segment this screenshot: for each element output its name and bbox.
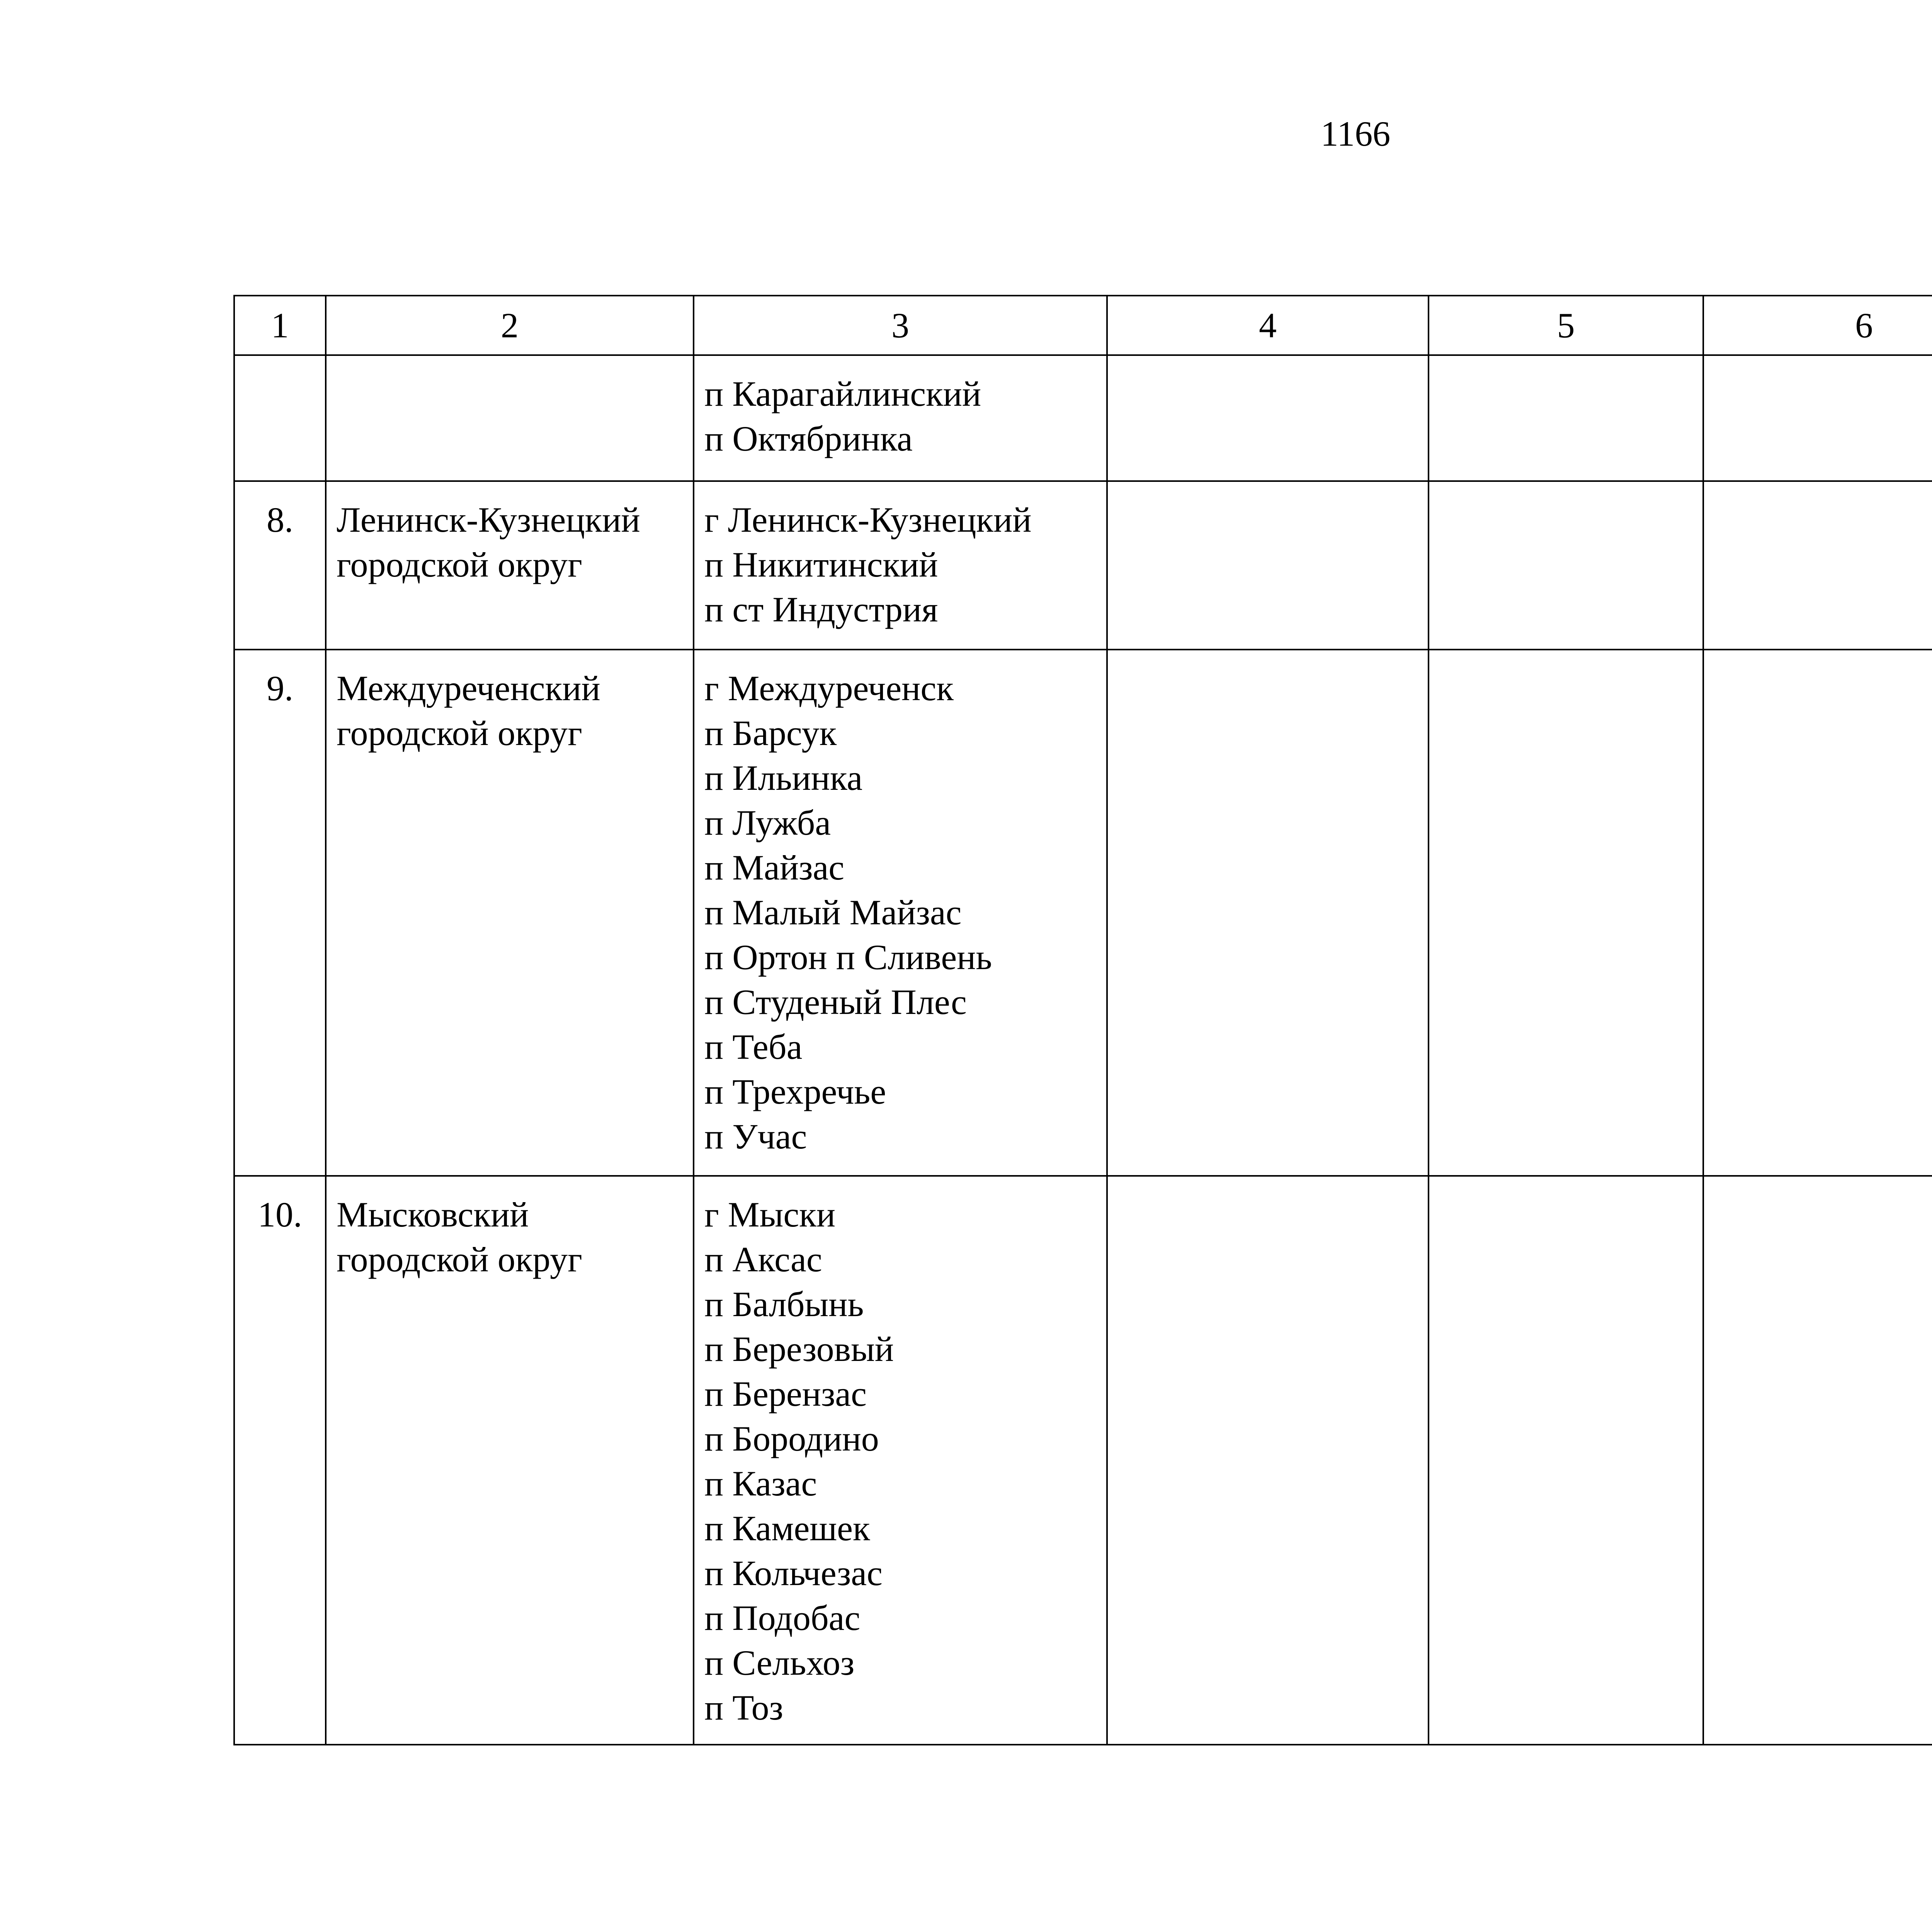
column-header: 5 — [1429, 296, 1703, 355]
settlements-table — [233, 295, 1932, 1745]
empty-cell — [1107, 1176, 1429, 1745]
row-number-cell: 9. — [234, 650, 326, 1176]
empty-cell — [1703, 1176, 1932, 1745]
table-row — [234, 1176, 1932, 1745]
settlement-name: п Теба — [704, 1027, 803, 1067]
district-cell — [326, 650, 694, 1176]
settlement-name: п Студеный Плес — [704, 982, 967, 1022]
settlement-name: п Карагайлинский — [704, 374, 981, 413]
district-name-line: городской округ — [337, 713, 582, 753]
settlement-name: п Тоз — [704, 1688, 783, 1727]
empty-cell — [1429, 355, 1703, 481]
settlement-name: п Малый Майзас — [704, 893, 962, 932]
empty-cell — [1703, 481, 1932, 650]
settlement-name: п Учас — [704, 1117, 807, 1156]
column-header: 2 — [326, 296, 694, 355]
settlement-name: п Кольчезас — [704, 1553, 883, 1593]
district-cell — [326, 355, 694, 481]
row-number-cell — [234, 355, 326, 481]
district-cell — [326, 1176, 694, 1745]
page-number: 1166 — [1320, 114, 1391, 153]
empty-cell — [1703, 650, 1932, 1176]
table-row — [234, 481, 1932, 650]
district-name-line: Ленинск-Кузнецкий — [337, 500, 640, 539]
empty-cell — [1429, 481, 1703, 650]
row-number-cell: 10. — [234, 1176, 326, 1745]
settlements-cell — [694, 650, 1107, 1176]
column-header: 3 — [694, 296, 1107, 355]
settlement-name: п Октябринка — [704, 419, 913, 458]
settlement-name: п Аксас — [704, 1240, 822, 1279]
empty-cell — [1429, 1176, 1703, 1745]
settlement-name: г Междуреченск — [704, 668, 954, 708]
column-header: 4 — [1107, 296, 1429, 355]
table-row — [234, 650, 1932, 1176]
settlement-name: п Камешек — [704, 1509, 870, 1548]
empty-cell — [1703, 355, 1932, 481]
settlement-name: п ст Индустрия — [704, 590, 938, 629]
settlement-name: п Барсук — [704, 713, 837, 753]
column-header: 1 — [234, 296, 326, 355]
settlement-name: г Ленинск-Кузнецкий — [704, 500, 1032, 539]
settlement-name: п Подобас — [704, 1598, 861, 1638]
settlement-name: п Балбынь — [704, 1284, 864, 1324]
row-number-cell: 8. — [234, 481, 326, 650]
district-name-line: Междуреченский — [337, 668, 600, 708]
empty-cell — [1107, 481, 1429, 650]
settlement-name: п Ильинка — [704, 758, 863, 798]
empty-cell — [1429, 650, 1703, 1176]
settlement-name: п Казас — [704, 1464, 817, 1503]
empty-cell — [1107, 650, 1429, 1176]
settlement-name: г Мыски — [704, 1195, 836, 1234]
settlements-cell — [694, 355, 1107, 481]
table-header-row — [234, 296, 1932, 355]
settlements-cell — [694, 481, 1107, 650]
settlement-name: п Бородино — [704, 1419, 879, 1458]
settlement-name: п Берензас — [704, 1374, 867, 1414]
settlement-name: п Майзас — [704, 848, 845, 887]
district-name-line: городской округ — [337, 545, 582, 584]
settlements-cell — [694, 1176, 1107, 1745]
settlement-name: п Березовый — [704, 1329, 894, 1369]
table-row — [234, 355, 1932, 481]
district-cell — [326, 481, 694, 650]
settlement-name: п Лужба — [704, 803, 831, 842]
district-name-line: Мысковский — [337, 1195, 529, 1234]
settlement-name: п Трехречье — [704, 1072, 886, 1111]
settlement-name: п Сельхоз — [704, 1643, 855, 1682]
column-header: 6 — [1703, 296, 1932, 355]
settlement-name: п Никитинский — [704, 545, 938, 584]
empty-cell — [1107, 355, 1429, 481]
district-name-line: городской округ — [337, 1240, 582, 1279]
settlement-name: п Ортон п Сливень — [704, 937, 992, 977]
